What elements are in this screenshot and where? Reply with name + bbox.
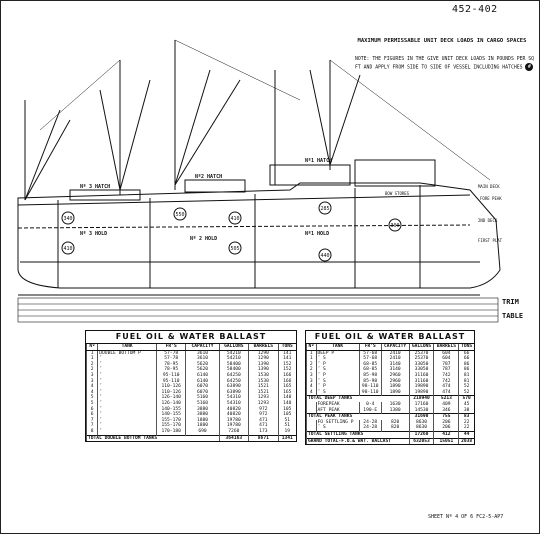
table-cell: 346 <box>434 408 459 414</box>
table-cell: 54210 <box>219 350 249 356</box>
table-label: TABLE <box>502 312 524 320</box>
table-cell: 68-85 <box>359 367 381 373</box>
table-cell: 31160 <box>409 379 434 385</box>
table-cell: 2 <box>87 367 98 373</box>
table-cell: 3 <box>307 379 317 385</box>
table-cell: 54210 <box>219 356 249 362</box>
total-value: 632053 <box>409 438 434 444</box>
table-cell: 54310 <box>219 401 249 407</box>
table-cell: 972 <box>249 412 279 418</box>
table-cell: 2 <box>307 367 317 373</box>
table-cell: 126-140 <box>156 401 186 407</box>
table-cell: 2 <box>87 362 98 368</box>
deck-load-value: 410 <box>230 216 240 222</box>
table-cell: 110-126 <box>156 384 186 390</box>
left-table-title: FUEL OIL & WATER BALLAST <box>86 331 296 344</box>
table-cell: 78-95 <box>156 362 186 368</box>
table-cell: 474 <box>434 384 459 390</box>
forecastle <box>355 160 435 186</box>
table-cell: 1293 <box>249 395 279 401</box>
table-cell: 6070 <box>186 384 219 390</box>
table-cell: 78-95 <box>156 367 186 373</box>
total-value: 755 <box>434 414 459 420</box>
right-table-body <box>307 350 475 444</box>
table-cell: 3140 <box>381 367 409 373</box>
table-cell: 820 <box>381 425 409 431</box>
table-cell: AFT PEAK <box>316 408 359 414</box>
total-row <box>307 431 475 438</box>
table-cell: 25370 <box>409 350 434 356</box>
col-header: BARRELS <box>434 344 459 350</box>
table-cell: 1521 <box>249 390 279 396</box>
col-header: CAPACITY <box>186 344 219 350</box>
total-value: 8671 <box>249 435 279 441</box>
table-cell: 19890 <box>409 390 434 396</box>
right-table-grid <box>306 344 474 444</box>
table-cell: ″ S <box>316 379 359 385</box>
table-cell: 38 <box>459 408 474 414</box>
side-label-main-deck: MAIN DECK <box>478 184 500 189</box>
table-cell: 206 <box>434 420 459 426</box>
table-cell: 152 <box>278 367 296 373</box>
table-cell: 4 <box>87 390 98 396</box>
table-cell: 7 <box>87 423 98 429</box>
table-cell: ″ <box>98 390 157 396</box>
table-cell: 2 <box>307 362 317 368</box>
table-cell: 2960 <box>381 379 409 385</box>
table-cell: 7 <box>87 418 98 424</box>
table-cell: 5620 <box>186 362 219 368</box>
table-cell: ″ S <box>316 356 359 362</box>
stay-3 <box>40 60 120 130</box>
side-label-first-plat: FIRST PLAT <box>478 238 503 243</box>
col-header: TONS <box>278 344 296 350</box>
second-deck-line <box>18 225 470 228</box>
table-cell: 1390 <box>249 367 279 373</box>
table-cell: 1 <box>87 356 98 362</box>
table-cell: 6140 <box>186 373 219 379</box>
table-cell: 6140 <box>186 379 219 385</box>
table-cell: 68-85 <box>359 362 381 368</box>
table-cell: 19890 <box>409 384 434 390</box>
deck-load-value: 300 <box>390 223 400 229</box>
col-header: CAPACITY <box>381 344 409 350</box>
table-cell: 5 <box>87 395 98 401</box>
table-cell: 3 <box>87 379 98 385</box>
deck-load-value: 505 <box>230 246 240 252</box>
table-cell: 1290 <box>249 350 279 356</box>
col-header: FR'S <box>359 344 381 350</box>
table-cell: 1890 <box>381 384 409 390</box>
table-cell: ″ S <box>316 425 359 431</box>
table-cell: 155-170 <box>156 418 186 424</box>
table-cell: ″ P <box>316 384 359 390</box>
hatch-label-2: Nº2 HATCH <box>195 174 223 180</box>
table-row <box>307 402 475 408</box>
right-ballast-table <box>305 330 475 445</box>
table-cell: 52 <box>459 384 474 390</box>
total-value: 364163 <box>219 435 249 441</box>
table-cell: ″ <box>98 384 157 390</box>
table-cell: 140-155 <box>156 407 186 413</box>
table-cell: 3880 <box>186 407 219 413</box>
table-cell: 1880 <box>186 423 219 429</box>
table-cell: ″ <box>98 423 157 429</box>
deck-load-value: 440 <box>320 253 330 259</box>
hold-label-1: Nº1 HOLD <box>305 231 330 237</box>
table-cell: ″ <box>98 407 157 413</box>
table-cell: 787 <box>434 367 459 373</box>
table-cell: 206 <box>434 425 459 431</box>
table-cell: 95-110 <box>156 373 186 379</box>
table-cell: 63890 <box>219 384 249 390</box>
boom-8 <box>330 75 360 165</box>
table-cell: 604 <box>434 356 459 362</box>
total-row <box>87 435 297 441</box>
table-cell: ″ <box>98 356 157 362</box>
table-cell: 33050 <box>409 367 434 373</box>
table-cell: 690 <box>186 429 219 435</box>
table-cell: 57-68 <box>359 356 381 362</box>
side-label-2nd-deck: 2ND DECK <box>478 218 498 223</box>
table-cell: 1 <box>87 350 98 356</box>
table-cell: 8630 <box>409 425 434 431</box>
table-cell: 471 <box>249 418 279 424</box>
total-value: 218940 <box>409 396 434 402</box>
deck-load-value: 340 <box>63 216 73 222</box>
table-cell: 166 <box>278 379 296 385</box>
table-cell: 58400 <box>219 362 249 368</box>
table-cell: 3610 <box>186 350 219 356</box>
table-cell: 1390 <box>249 362 279 368</box>
table-cell: 95-110 <box>156 379 186 385</box>
table-cell: 1530 <box>249 373 279 379</box>
deck-load-value: 410 <box>63 246 73 252</box>
hold-label-3: Nº 3 HOLD <box>80 231 108 237</box>
total-value: 412 <box>434 431 459 438</box>
total-label: TOTAL DOUBLE BOTTOM TANKS <box>87 435 220 441</box>
table-cell: 81 <box>459 379 474 385</box>
stay-1 <box>175 40 300 100</box>
stay-2 <box>330 60 490 180</box>
table-cell: ″ <box>98 412 157 418</box>
table-cell: 140-155 <box>156 412 186 418</box>
table-cell: FOREPEAK <box>316 402 359 408</box>
table-cell: 742 <box>434 379 459 385</box>
boom-1 <box>25 110 60 200</box>
table-cell: 57-78 <box>156 356 186 362</box>
table-cell: 5 <box>87 401 98 407</box>
table-cell: ″ <box>98 401 157 407</box>
total-label: TOTAL SETTLING TANKS <box>307 431 410 438</box>
table-cell: ″ <box>98 373 157 379</box>
table-cell: 1880 <box>186 418 219 424</box>
table-cell: ″ S <box>316 390 359 396</box>
table-cell: 1530 <box>249 379 279 385</box>
deck-load-value: 550 <box>175 212 185 218</box>
table-cell: 1890 <box>381 390 409 396</box>
total-value: 5213 <box>434 396 459 402</box>
table-cell: ″ <box>98 395 157 401</box>
table-cell: 474 <box>434 390 459 396</box>
table-cell: 604 <box>434 350 459 356</box>
table-row <box>307 408 475 414</box>
table-cell: 98-110 <box>359 390 381 396</box>
table-cell: 24-28 <box>359 425 381 431</box>
boom-6 <box>175 80 240 185</box>
table-cell: 8 <box>87 429 98 435</box>
total-value: 570 <box>459 396 474 402</box>
total-value: 2038 <box>459 438 474 444</box>
table-cell: 63890 <box>219 390 249 396</box>
col-header: Nº <box>308 344 315 349</box>
table-cell: 1 <box>307 350 317 356</box>
trim-label: TRIM <box>502 298 519 306</box>
table-cell: 173 <box>249 429 279 435</box>
table-cell: 19 <box>278 429 296 435</box>
table-cell: 742 <box>434 373 459 379</box>
table-cell: 7260 <box>219 429 249 435</box>
table-cell: 471 <box>249 423 279 429</box>
table-cell: 19780 <box>219 423 249 429</box>
table-cell: 1630 <box>381 402 409 408</box>
table-cell: 25370 <box>409 356 434 362</box>
total-value: 17260 <box>409 431 434 438</box>
side-label-fore-peak: FORE PEAK <box>480 196 502 201</box>
total-label: GRAND TOTAL-F.O.& WAT. BALLAST <box>307 438 410 444</box>
table-cell: ″ <box>98 362 157 368</box>
table-cell: 152 <box>278 362 296 368</box>
table-cell: DOUBLE BOTTOM P <box>98 350 157 356</box>
table-cell: 5160 <box>186 395 219 401</box>
col-header: BARRELS <box>249 344 279 350</box>
total-value: 44 <box>459 431 474 438</box>
table-cell: ″ <box>98 429 157 435</box>
sheet-reference: SHEET Nº 4 OF 6 FC2-5-AP7 <box>428 514 504 520</box>
table-cell: 787 <box>434 362 459 368</box>
table-cell: 33050 <box>409 362 434 368</box>
table-cell: 2410 <box>381 350 409 356</box>
note-text: NOTE: THE FIGURES IN THE GIVE UNIT DECK LOADS IN POUNDS PER SQ FT AND APPLY FROM SIDE TO SIDE OF VESSEL INCLUDING HATCHES <box>355 57 535 71</box>
table-cell: 52 <box>459 390 474 396</box>
col-header: GALLONS <box>409 344 434 350</box>
hatch-2-coaming <box>185 180 245 192</box>
table-cell: ″ P <box>316 373 359 379</box>
note-circle-icon: # <box>525 63 533 71</box>
diagram-title: MAXIMUM PERMISSABLE UNIT DECK LOADS IN CARGO SPACES <box>357 38 527 44</box>
left-ballast-table <box>85 330 297 442</box>
hatch-label-3: Nº 3 HATCH <box>80 184 111 190</box>
table-cell: 22 <box>459 420 474 426</box>
deck-load-value: 285 <box>320 206 330 212</box>
table-cell: DEEP P <box>316 350 359 356</box>
table-cell: 166 <box>278 373 296 379</box>
total-label: TOTAL DEEP TANKS <box>307 396 410 402</box>
table-cell: 51 <box>278 423 296 429</box>
table-cell: 3880 <box>186 412 219 418</box>
table-cell: 165 <box>278 384 296 390</box>
hatch-label-1: Nº1 HATCH <box>305 158 333 164</box>
table-cell: ″ P <box>316 362 359 368</box>
table-cell: 820 <box>381 420 409 426</box>
table-cell: 24-28 <box>359 420 381 426</box>
total-value: 1341 <box>278 435 296 441</box>
table-cell: 58400 <box>219 367 249 373</box>
table-cell: 8630 <box>409 420 434 426</box>
table-cell: 64250 <box>219 379 249 385</box>
table-cell: 81 <box>459 373 474 379</box>
hold-label-2: Nº 2 HOLD <box>190 236 218 242</box>
table-cell: 2960 <box>381 373 409 379</box>
boom-7 <box>310 70 330 165</box>
boom-3 <box>100 90 120 190</box>
table-cell: 86 <box>459 367 474 373</box>
total-row <box>307 438 475 444</box>
table-cell: 140 <box>278 395 296 401</box>
table-cell: 1521 <box>249 384 279 390</box>
table-cell: 40820 <box>219 412 249 418</box>
table-cell: 165 <box>278 390 296 396</box>
table-cell: 66 <box>459 356 474 362</box>
table-cell: 972 <box>249 407 279 413</box>
table-cell: 19780 <box>219 418 249 424</box>
left-table-body <box>87 350 297 441</box>
table-cell: ″ S <box>316 367 359 373</box>
col-header: TONS <box>459 344 474 350</box>
table-cell: 40820 <box>219 407 249 413</box>
table-cell: 51 <box>278 418 296 424</box>
total-value: 31690 <box>409 414 434 420</box>
table-cell: 85-98 <box>359 373 381 379</box>
table-cell: 6 <box>87 407 98 413</box>
bridge-house <box>270 165 350 185</box>
table-cell: 57-68 <box>359 350 381 356</box>
table-cell: 5160 <box>186 401 219 407</box>
boom-5 <box>175 70 210 185</box>
table-cell: 170-180 <box>156 429 186 435</box>
table-cell: 141 <box>278 356 296 362</box>
document-number: 452-402 <box>452 4 498 15</box>
table-cell: 126-140 <box>156 395 186 401</box>
table-cell: 6 <box>87 412 98 418</box>
table-cell: 1 <box>307 356 317 362</box>
table-cell: 66 <box>459 350 474 356</box>
col-header: GALLONS <box>219 344 249 350</box>
col-header: Nº <box>87 344 98 350</box>
table-cell: 17160 <box>409 402 434 408</box>
table-cell: 105 <box>278 412 296 418</box>
table-cell: 22 <box>459 425 474 431</box>
table-cell: 3 <box>87 373 98 379</box>
table-cell: ″ <box>98 367 157 373</box>
total-value: 83 <box>459 414 474 420</box>
table-cell: 3140 <box>381 362 409 368</box>
table-cell: 1290 <box>249 356 279 362</box>
table-cell: 6070 <box>186 390 219 396</box>
table-cell: 140 <box>278 401 296 407</box>
total-value: 15051 <box>434 438 459 444</box>
col-header: TANK <box>98 344 157 350</box>
table-cell: 409 <box>434 402 459 408</box>
table-cell: 98-110 <box>359 384 381 390</box>
table-cell: 86 <box>459 362 474 368</box>
table-cell: 2410 <box>381 356 409 362</box>
table-cell: 190-E <box>359 408 381 414</box>
table-cell: 45 <box>459 402 474 408</box>
table-cell: 4 <box>307 390 317 396</box>
table-cell: ″ <box>98 379 157 385</box>
table-cell: 4 <box>87 384 98 390</box>
table-cell: 57-78 <box>156 350 186 356</box>
boom-4 <box>120 80 150 190</box>
table-cell: 31160 <box>409 373 434 379</box>
table-cell: ″ <box>98 418 157 424</box>
table-cell: 64250 <box>219 373 249 379</box>
col-header: FR'S <box>156 344 186 350</box>
table-cell: 155-170 <box>156 423 186 429</box>
side-label-bow-stores: BOW STORES <box>385 191 410 196</box>
table-cell: 4 <box>307 384 317 390</box>
right-table-title: FUEL OIL & WATER BALLAST <box>306 331 474 344</box>
table-cell: 105 <box>278 407 296 413</box>
table-cell: FO SETTLING P <box>316 420 359 426</box>
col-header: TANK <box>316 344 359 350</box>
table-cell: 110-126 <box>156 390 186 396</box>
table-cell: 141 <box>278 350 296 356</box>
table-cell: 3610 <box>186 356 219 362</box>
table-cell: 0-4 <box>359 402 381 408</box>
table-cell: 14530 <box>409 408 434 414</box>
table-cell: 3 <box>307 373 317 379</box>
table-cell: 5620 <box>186 367 219 373</box>
boom-2 <box>25 120 70 200</box>
table-cell: 1293 <box>249 401 279 407</box>
total-label: TOTAL PEAK TANKS <box>307 414 410 420</box>
table-cell: 1380 <box>381 408 409 414</box>
left-table-grid <box>86 344 296 441</box>
table-cell: 54310 <box>219 395 249 401</box>
table-cell: 85-98 <box>359 379 381 385</box>
